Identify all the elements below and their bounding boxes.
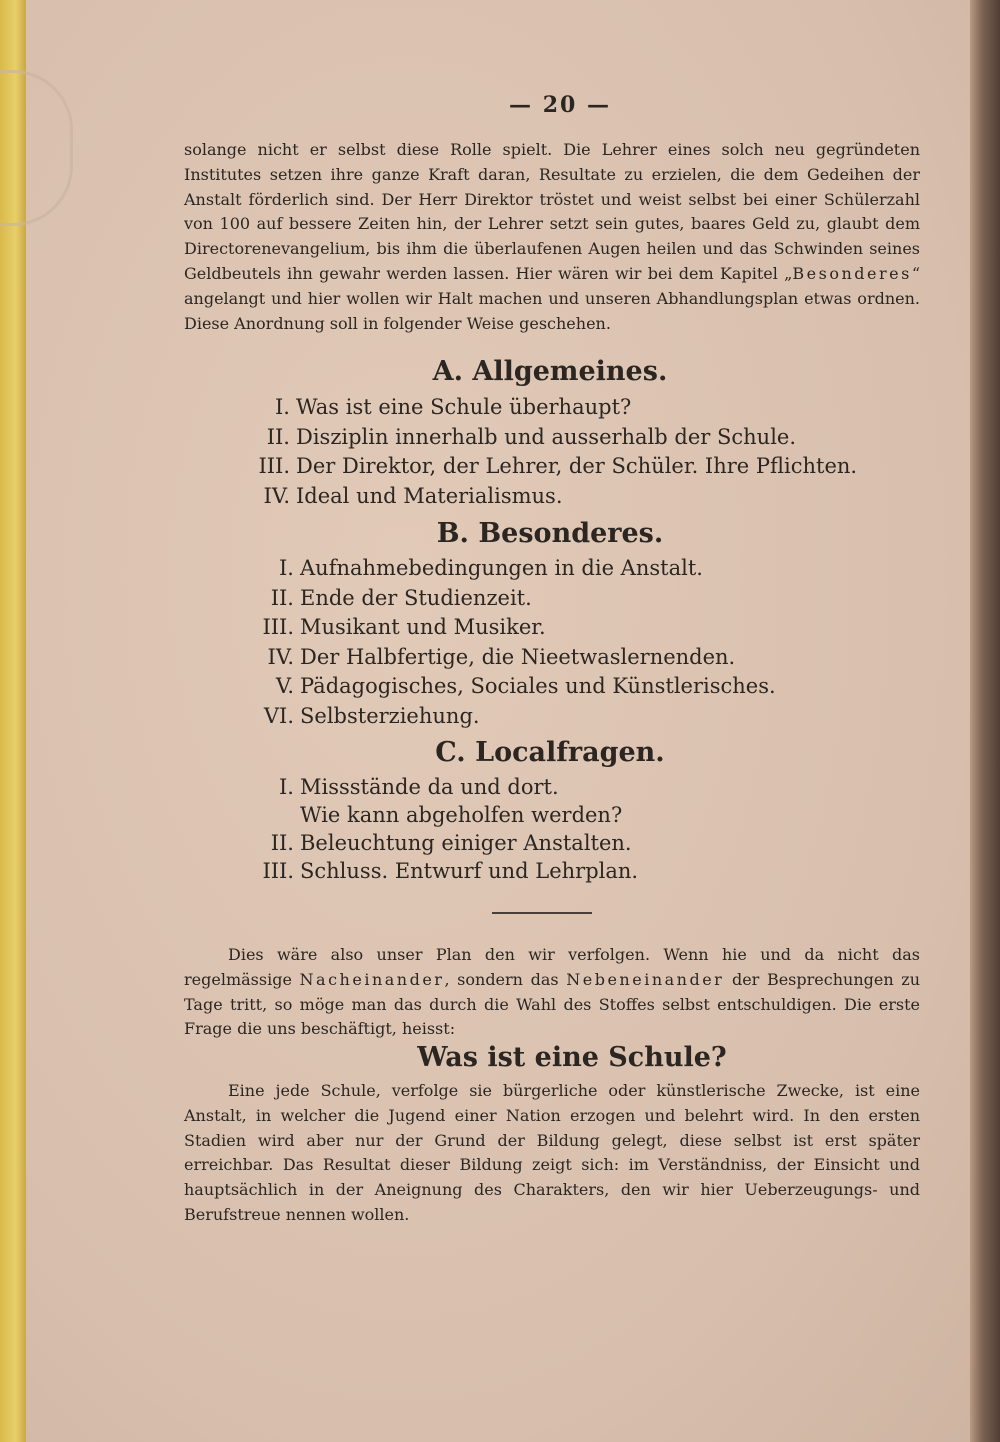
item-text: Pädagogisches, Sociales und Künstlerisches. [300, 674, 776, 699]
intro-paragraph [184, 138, 920, 336]
item-number: I. [275, 395, 290, 419]
item-number: IV. [263, 483, 290, 508]
final-paragraph: Eine jede Schule, verfolge sie bürgerliche oder künstlerische Zwecke, ist eine Anstalt, in welcher die Jugend einer Nation erzogen und belehrt wird. In den ersten Stadien wird aber nur der Grund der Bildung gelegt, diese selbst ist erst später erreichbar. Das Resultat dieser Bildung zeigt sich: im Verständniss, der Einsicht und hauptsächlich in der Aneignung des Charakters, den wir hier Ueberzeugungs- und Berufstreue nennen wollen. [184, 1081, 920, 1224]
intro-text-1: solange nicht er selbst diese Rolle spielt. Die Lehrer eines solch neu gegründeten Institutes setzen ihre ganze Kraft daran, Resultate zu erzielen, die dem Gedeihen der Anstalt förderlich sind. Der Herr Direktor tröstet und weist selbst bei einer Schülerzahl von 100 auf bessere Zeiten hin, der Lehrer setzt sein gutes, baares Geld zu, glaubt dem Directorenevangelium, bis ihm die überlaufenen Augen heilen und das Schwinden seines Geldbeutels ihn gewahr werden lassen. Hier wären wir bei dem Kapitel „ [184, 140, 920, 283]
item-text: Musikant und Musiker. [300, 615, 546, 640]
item-text: Disziplin innerhalb und ausserhalb der Schule. [296, 424, 797, 449]
item-number: III. [262, 615, 294, 640]
list-item [240, 702, 900, 732]
plan-text-1: Dies wäre also unser Plan den wir verfolgen. Wenn hie und da nicht das regelmässige [184, 945, 920, 989]
book-cover-edge [970, 0, 1000, 1442]
section-divider [492, 912, 592, 914]
question-title: Was ist eine Schule? [417, 1042, 727, 1073]
list-item [240, 584, 900, 614]
item-number: II. [270, 585, 294, 610]
item-number: IV. [267, 644, 294, 669]
item-text: Beleuchtung einiger Anstalten. [300, 831, 632, 855]
item-text: Der Direktor, der Lehrer, der Schüler. Ihre Pflichten. [296, 454, 858, 479]
list-item [236, 482, 896, 512]
item-number: VI. [263, 703, 294, 728]
page-number: — 20 — [509, 92, 611, 118]
item-number [240, 801, 300, 829]
plan-paragraph [184, 943, 920, 1042]
section-heading-a: A. Allgemeines. [432, 356, 668, 387]
list-item [240, 801, 900, 829]
section-list-c [240, 773, 900, 885]
item-text: Missstände da und dort. [300, 775, 559, 799]
list-item [240, 773, 900, 801]
list-item [240, 829, 900, 857]
list-item [240, 554, 900, 584]
item-text: Schluss. Entwurf und Lehrplan. [300, 859, 639, 883]
item-number: II. [266, 424, 290, 449]
intro-spaced-word: Besonderes [792, 263, 912, 283]
plan-spaced-word-2: Nebeneinander [566, 969, 725, 989]
section-heading-b: B. Besonderes. [436, 518, 664, 549]
list-item [240, 613, 900, 643]
item-text: Ende der Studienzeit. [300, 585, 532, 610]
list-item [240, 857, 900, 885]
item-text: Der Halbfertige, die Nieetwaslernenden. [300, 644, 736, 669]
item-number: III. [262, 859, 294, 883]
item-text: Aufnahmebedingungen in die Anstalt. [300, 556, 703, 580]
section-list-a [236, 393, 896, 511]
item-number: I. [279, 556, 294, 580]
item-number: II. [270, 831, 294, 855]
list-item [236, 423, 896, 453]
section-list-b [240, 554, 900, 732]
list-item [236, 452, 896, 482]
plan-text-2: , sondern das [444, 969, 567, 989]
item-text: Selbsterziehung. [300, 703, 480, 728]
item-number: III. [258, 454, 290, 479]
intro-text-2: “ angelangt und hier wollen wir Halt machen und unseren Abhandlungsplan etwas ordnen. Diese Anordnung soll in folgender Weise geschehen. [184, 263, 920, 333]
item-text: Wie kann abgeholfen werden? [300, 803, 623, 827]
list-item [240, 643, 900, 673]
item-text: Ideal und Materialismus. [296, 483, 563, 508]
item-text: Was ist eine Schule überhaupt? [296, 395, 632, 419]
item-number: I. [279, 775, 294, 799]
item-number: V. [275, 674, 294, 699]
section-heading-c: C. Localfragen. [435, 737, 665, 768]
plan-spaced-word-1: Nacheinander [299, 969, 445, 989]
list-item [236, 393, 896, 423]
plan-text-3: der Besprechungen zu Tage tritt, so möge man das durch die Wahl des Stoffes selbst entschuldigen. Die erste Frage die uns beschäftigt, heisst: [184, 969, 921, 1039]
list-item [240, 672, 900, 702]
